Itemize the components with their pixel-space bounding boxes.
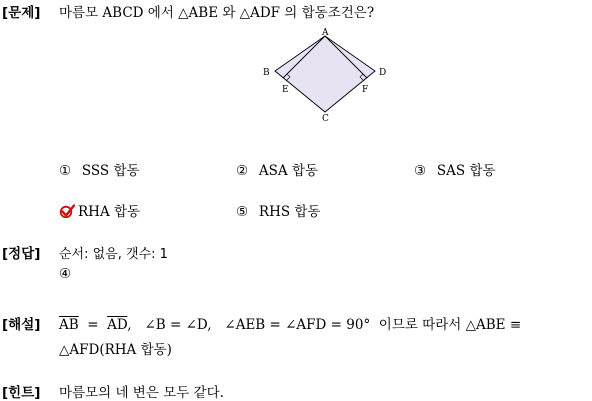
question-text: 마름모 ABCD 에서 △ABE 와 △ADF 의 합동조건은? [59,5,375,21]
choice-3-marker: ③ [414,163,427,179]
choice-3-text: SAS 합동 [436,163,496,179]
choice-2[interactable] [236,159,318,179]
label-c: C [322,114,329,124]
label-e: E [282,85,289,95]
label-d: D [379,68,387,78]
check-icon [59,204,75,218]
angle-b-d: ∠B = ∠D, [144,317,212,333]
choice-1[interactable] [59,159,140,179]
choice-3[interactable] [414,159,496,179]
rhombus-diagram [258,26,394,124]
answer-tag: [정답] [2,246,41,262]
answer-line-2: ④ [59,266,72,282]
answer-line-1: 순서: 없음, 갯수: 1 [59,247,168,262]
rhombus-shape [275,36,375,112]
hint-text: 마름모의 네 변은 모두 같다. [59,385,224,401]
choice-4[interactable] [59,200,140,220]
choice-5-marker: ⑤ [236,204,249,220]
label-b: B [263,68,270,78]
angle-aeb-afd: ∠AEB = ∠AFD = 90° [224,317,371,333]
choice-2-text: ASA 합동 [258,163,319,179]
choice-5[interactable] [236,200,320,220]
hint-tag: [힌트] [2,385,41,401]
choice-1-text: SSS 합동 [81,163,140,179]
label-f: F [362,85,369,95]
explanation-line-1: $\overline{AB} = \overline{AD}$, ∠B = ∠D, ∠AEB = ∠AFD = 90° 이므로 따라서 △ABE ≡ [59,317,522,333]
choice-1-marker: ① [59,163,72,179]
explanation-conclusion: 이므로 따라서 △ABE ≡ [378,317,522,333]
choice-5-text: RHS 합동 [258,204,321,220]
explanation-tag: [해설] [2,317,41,333]
question-tag: [문제] [2,5,41,21]
segment-ad: $\overline{AD}$ [107,317,128,333]
segment-ab: $\overline{AB}$ [59,317,79,333]
choice-2-marker: ② [236,163,249,179]
equals-sign: = [87,317,99,333]
label-a: A [322,28,329,38]
explanation-line-2: △AFD(RHA 합동) [59,342,172,358]
choice-4-text: RHA 합동 [78,204,141,220]
